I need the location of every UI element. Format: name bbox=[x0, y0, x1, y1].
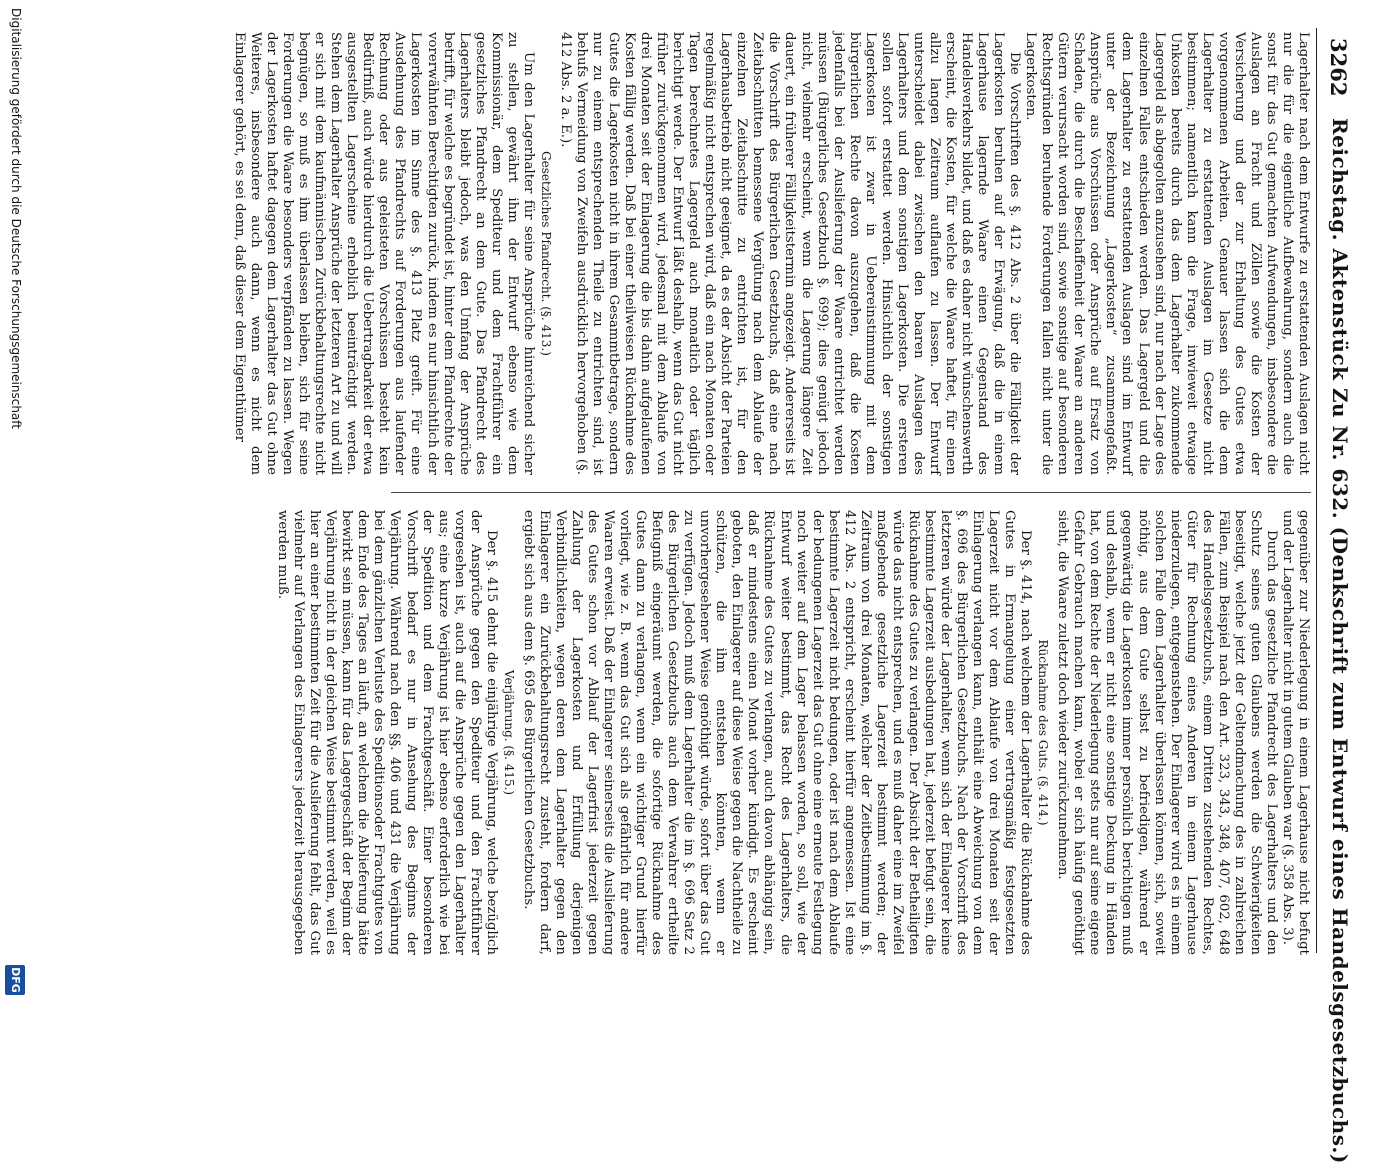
page-header bbox=[1316, 28, 1357, 1164]
column-divider bbox=[391, 492, 1311, 493]
page-title: Reichstag. Aktenstück Zu Nr. 632. (Denkschrift zum Entwurf eines Handelsgesetzbuchs.) bbox=[1328, 118, 1352, 1164]
funding-note: Digitalisierung gefördert durch die Deutsche Forschungsgemeinschaft bbox=[9, 8, 23, 430]
paragraph: Um den Lagerhalter für seine Ansprüche hinreichend sicher zu stellen, gewährt ihm der Entwurf ebenso wie dem Kommissionär, dem Spediteur und dem Frachtführer ein gesetzliches Pfandrecht an dem Gute. Das Pfandrecht des Lagerhalters bleibt jedoch, was den Umfang der Ansprüche betrifft, für welche es begründet ist, hinter dem Pfandrechte der vorerwähnten Berechtigten zurück, indem es nur hinsichtlich der Lagerkosten im Sinne des §. 413 Platz greift. Für eine Ausdehnung des Pfandrechts auf Forderungen aus laufender Rechnung oder aus geleisteten Vorschüssen besteht kein Bedürfniß, auch würde hierdurch die Uebertragbarkeit der etwa ausgestellten Lagerscheine erheblich beeinträchtigt werden. Stehen dem Lagerhalter Ansprüche der letzteren Art zu und will er sich mit dem kaufmännischen Zurückbehaltungsrechte nicht begnügen, so muß es ihm überlassen bleiben, sich für seine Forderungen die Waare besonders verpfänden zu lassen. Wegen der Lagerkosten haftet dagegen dem Lagerhalter das Gut ohne Weiteres, insbesondere auch dann, wenn es nicht dem Einlagerer gehört, es sei denn, daß dieser dem Eigenthümer bbox=[231, 32, 536, 475]
paragraph: Der §. 414, nach welchem der Lagerhalter die Rücknahme des Gutes in Ermangelung einer vertragsmäßig festgesetzten Lagerzeit nicht vor dem Ablaufe von drei Monaten seit der Einlagerung verlangen kann, enthält eine Abweichung von dem §. 696 des Bürgerlichen Gesetzbuchs. Nach der Vorschrift des letzteren würde der Lagerhalter, wenn sich der Einlagerer keine bestimmte Lagerzeit ausbedungen hat, jederzeit befugt sein, die Rücknahme des Gutes zu verlangen. Der Absicht der Betheiligten würde das nicht entsprechen, und es muß daher eine im Zweifel maßgebende gesetzliche Lagerzeit bestimmt werden; der Zeitraum von drei Monaten, welcher der Zeitbestimmung im §. 412 Abs. 2 entspricht, erscheint hierfür angemessen. Ist eine bestimmte Lagerzeit nicht bedungen, oder ist nach dem Ablaufe der bedungenen Lagerzeit das Gut ohne eine erneute Festlegung noch weiter auf dem Lager belassen worden, so soll, wie der Entwurf weiter bestimmt, das Recht des Lagerhalters, die Rücknahme des Gutes zu verlangen, auch davon abhängig sein, daß er mindestens einen Monat vorher kündigt. Es erscheint geboten, den Einlagerer auf diese Weise gegen die Nachtheile zu schützen, die ihm entstehen könnten, wenn er unvorhergesehener Weise genöthigt würde, sofort über das Gut zu verfügen. Jedoch muß dem Lagerhalter die im §. 696 Satz 2 des Bürgerlichen Gesetzbuchs auch dem Verwahrer ertheilte Befugniß eingeräumt werden, die sofortige Rücknahme des Gutes dann zu verlangen, wenn ein wichtiger Grund hierfür vorliegt, wie z. B. wenn das Gut sich als gefährlich für andere Waaren erweist. Daß der Einlagerer seinerseits die Auslieferung des Gutes schon vor Ablauf der Lagerfrist jederzeit gegen Zahlung der Lagerkosten und Erfüllung derjenigen Verbindlichkeiten, wegen deren dem Lagerhalter gegen den Einlagerer ein Zurückbehaltungsrecht zusteht, fordern darf, ergiebt sich aus dem §. 695 des Bürgerlichen Gesetzbuchs. bbox=[520, 510, 1034, 955]
paragraph: Der §. 415 dehnt die einjährige Verjährung, welche bezüglich der Ansprüche gegen den Spediteur und den Frachtführer vorgesehen ist, auch auf die Ansprüche gegen den Lagerhalter aus; eine kurze Verjährung ist hier ebenso erforderlich wie bei der Spedition und dem Frachtgeschäft. Einer besonderen Vorschrift bedarf es nur in Ansehung des Beginns der Verjährung. Während nach den §§. 406 und 431 die Verjährung bei dem gänzlichen Verluste des Speditionsoder Frachtgutes von dem Ende des Tages an läuft, an welchem die Ablieferung hätte bewirkt sein müssen, kann für das Lagergeschäft der Beginn der Verjährung nicht in der gleichen Weise bestimmt werden, weil es hier an einer bestimmten Zeit für die Auslieferung fehlt, das Gut vielmehr auf Verlangen des Einlagerers jederzeit herausgegeben werden muß. bbox=[275, 510, 499, 955]
paragraph: Die Vorschriften des §. 412 Abs. 2 über die Fälligkeit der Lagerkosten beruhen auf der Erwägung, daß die in einem Lagerhause lagernde Waare einen Gegenstand des Handelsverkehrs bildet, und daß es daher nicht wünschenswerth erscheint, die Kosten, für welche die Waare haftet, für einen allzu langen Zeitraum auflaufen zu lassen. Der Entwurf unterscheidet dabei zwischen den baaren Auslagen des Lagerhalters und dem sonstigen Lagerkosten. Die ersteren sollen sofort erstattet werden. Hinsichtlich der sonstigen Lagerkosten ist zwar in Uebereinstimmung mit dem bürgerlichen Rechte davon auszugehen, daß die Kosten jedenfalls bei der Auslieferung der Waare entrichtet werden müssen (Bürgerliches Gesetzbuch §. 699); dies genügt jedoch nicht, vielmehr erscheint, wenn die Lagerung längere Zeit dauert, ein früherer Fälligkeitstermin angezeigt. Andererseits ist die Vorschrift des Bürgerlichen Gesetzbuchs, daß eine nach Zeitabschnitten bemessene Vergütung nach dem Ablaufe der einzelnen Zeitabschnitte zu entrichten ist, für den Lagerhausbetrieb nicht geeignet, da es der Absicht der Parteien regelmäßig nicht entsprechen wird, daß ein nach Monaten oder Tagen berechnetes Lagergeld auch monatlich oder täglich berichtigt werde. Der Entwurf läßt deshalb, wenn das Gut nicht früher zurückgenommen wird, jedesmal mit dem Ablaufe von drei Monaten seit der Einlagerung die bis dahin aufgelaufenen Kosten fällig werden. Daß bei einer theilweisen Rücknahme des Gutes die Lagerkosten nicht in ihrem Gesammtbetrage, sondern nur zu einem entsprechenden Theile zu entrichten sind, ist behufs Vermeidung von Zweifeln ausdrücklich hervorgehoben (§. 412 Abs. 2 a. E.). bbox=[557, 32, 1023, 475]
paragraph: Durch das gesetzliche Pfandrecht des Lagerhalters und den Schutz seines guten Glaubens werden die Schwierigkeiten beseitigt, welche jetzt der Geltendmachung des in zahlreichen Fällen, zum Beispiel nach den Art. 323, 343, 348, 407, 602, 648 des Handelsgesetzbuchs, einem Dritten zustehenden Rechtes, Güter für Rechnung eines Anderen in einem Lagerhause niederzulegen, entgegenstehen. Der Einlagerer wird es in einem solchen Falle dem Lagerhalter überlassen können, sich, soweit nöthig, aus dem Gute selbst zu befriedigen, während er gegenwärtig die Lagerkosten immer persönlich berichtigen muß und deshalb, wenn er nicht eine sonstige Deckung in Händen hat, von dem Rechte der Niederlegung stets nur auf seine eigene Gefahr Gebrauch machen kann, wobei er sich häufig genöthigt sieht, die Waare zuletzt doch wieder zurückzunehmen. bbox=[1055, 510, 1279, 955]
left-column bbox=[231, 32, 1311, 475]
section-heading: Gesetzliches Pfandrecht. (§. 413.) bbox=[538, 151, 553, 356]
paragraph: gegenüber zur Niederlegung in einem Lagerhause nicht befugt und der Lagerhalter nicht in gutem Glauben war (§. 358 Abs. 3). bbox=[1279, 510, 1311, 955]
section-heading: Rücknahme des Guts. (§. 414.) bbox=[1036, 639, 1051, 826]
dfg-logo-icon: DFG bbox=[5, 965, 25, 995]
paragraph: Lagerhalter nach dem Entwurfe zu erstattenden Auslagen nicht nur die für die eigentliche Aufbewahrung, sondern auch die sonst für das Gut gemachten Aufwendungen, insbesondere die Auslagen an Fracht und Zöllen sowie die Kosten der Versicherung und der zur Erhaltung des Gutes etwa vorgenommenen Arbeiten. Genauer lassen sich die dem Lagerhalter zu erstattenden Auslagen im Gesetze nicht bestimmen; namentlich kann die Frage, inwieweit etwaige Unkosten bereits durch das dem Lagerhalter zukommende Lagergeld als abgegolten anzusehen sind, nur nach der Lage des einzelnen Falles entschieden werden. Das Lagergeld und die dem Lagerhalter zu erstattenden Auslagen sind im Entwurf unter der Bezeichnung „Lagerkosten“ zusammengefaßt. Ansprüche aus Vorschüssen oder Ansprüche auf Ersatz von Schaden, die durch die Beschaffenheit der Waare an anderen Gütern verursacht worden sind, sowie sonstige auf besonderen Rechtsgründen beruhende Forderungen fallen nicht unter die Lagerkosten. bbox=[1023, 32, 1311, 475]
section-heading: Verjährung. (§. 415.) bbox=[501, 669, 516, 796]
digitization-footer bbox=[3, 0, 25, 1000]
right-column bbox=[274, 510, 1311, 955]
page-number: 3262 bbox=[1326, 38, 1351, 97]
